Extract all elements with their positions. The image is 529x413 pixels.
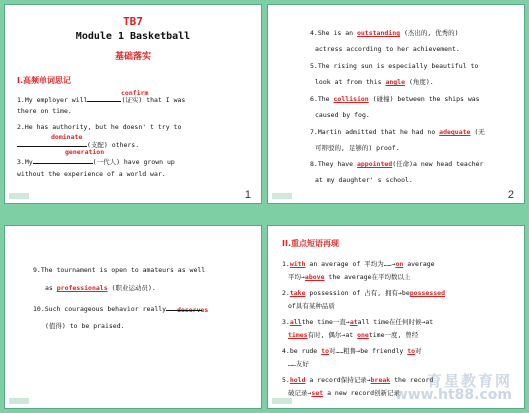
watermark — [395, 374, 512, 402]
answer-angle: angle — [385, 78, 406, 86]
exercise-line: at my daughter' s school. — [315, 176, 413, 184]
watermark-text: 育星教育网 — [426, 372, 512, 390]
answer-deserves: deserves — [177, 306, 209, 314]
phrase-line: times有时, 偶尔→at onetime一度, 曾经 — [288, 331, 419, 339]
exercise-line: as professionals (职业运动员). — [45, 284, 156, 292]
phrase-line: 5.hold a record保持记录→break the record — [282, 376, 434, 384]
exercise-line: 3.My (一代人) have grown up — [17, 158, 175, 166]
exercise-line: 8.They have appointed(任命)a new head teacher — [310, 160, 484, 168]
exercise-line: without the experience of a world war. — [17, 170, 166, 178]
watermark-url: www.ht88.com — [394, 387, 512, 403]
exercise-line: 4.She is an outstanding (杰出的, 优秀的) — [310, 29, 459, 37]
answer-appointed: appointed — [356, 160, 393, 168]
phrase-line: 破记录→set a new record创新记录 — [288, 389, 401, 397]
slide-number: 2 — [507, 189, 514, 201]
exercise-line: 9.The tournament is open to amateurs as well — [33, 266, 206, 274]
answer-generation: generation — [65, 148, 105, 156]
section-heading: II.重点短语再现 — [282, 239, 339, 248]
answer-dominate: dominate — [51, 133, 83, 141]
answer-adequate: adequate — [439, 128, 471, 136]
slide-3 — [4, 225, 262, 409]
exercise-line: 7.Martin admitted that he had no adequate (无 — [310, 128, 485, 136]
answer-collision: collision — [333, 95, 369, 103]
slide-footer-bar — [272, 398, 292, 404]
exercise-line: (支配) others. — [17, 139, 139, 150]
exercise-line: caused by fog. — [315, 111, 370, 119]
slide-number: 1 — [244, 189, 251, 201]
slide-1 — [4, 4, 262, 204]
exercise-line: 5.The rising sun is especially beautiful to — [310, 62, 479, 70]
exercise-line: actress according to her achievement. — [315, 45, 460, 53]
phrase-line: 3.allthe time一直→atall time在任何时候→at — [282, 318, 434, 326]
exercise-line: 2.He has authority, but he doesn' t try to — [17, 123, 182, 131]
slide-4 — [267, 225, 525, 409]
phrase-line: 平均→above the average在平均数以上 — [288, 273, 411, 281]
phrase-line: 4.be rude to对……粗鲁→be friendly to对 — [282, 347, 422, 355]
exercise-line: 可辩驳的, 足够的) proof. — [315, 144, 400, 152]
section-heading: I.高频单词思记 — [17, 76, 72, 85]
answer-outstanding: outstanding — [356, 29, 401, 37]
slide-footer-bar — [9, 193, 29, 199]
lesson-title: TB7 — [123, 15, 143, 28]
answer-confirm: confirm — [121, 89, 149, 97]
exercise-line: 1.My employer will (证实) that I was — [17, 96, 186, 104]
phrase-line: 1.with an average of 平均为……→on average — [282, 260, 435, 268]
phrase-line: 2.take possession of 占有, 拥有→bepossessed — [282, 289, 445, 297]
section-subtitle: 基础落实 — [114, 52, 151, 62]
exercise-line: 10.Such courageous behavior really — [33, 303, 202, 314]
slide-footer-bar — [272, 193, 292, 199]
answer-professionals: professionals — [56, 284, 108, 292]
exercise-line: there on time. — [17, 107, 72, 115]
exercise-line: (值得) to be praised. — [45, 322, 125, 330]
module-title: Module 1 Basketball — [75, 31, 191, 42]
slide-2 — [267, 4, 525, 204]
phrase-line: of具有某种品质 — [288, 302, 335, 310]
phrase-line: ……友好 — [288, 360, 309, 368]
exercise-line: 6.The collision (碰撞) between the ships was — [310, 95, 480, 103]
exercise-line: look at from this angle (角度). — [315, 78, 434, 86]
slide-footer-bar — [9, 398, 29, 404]
